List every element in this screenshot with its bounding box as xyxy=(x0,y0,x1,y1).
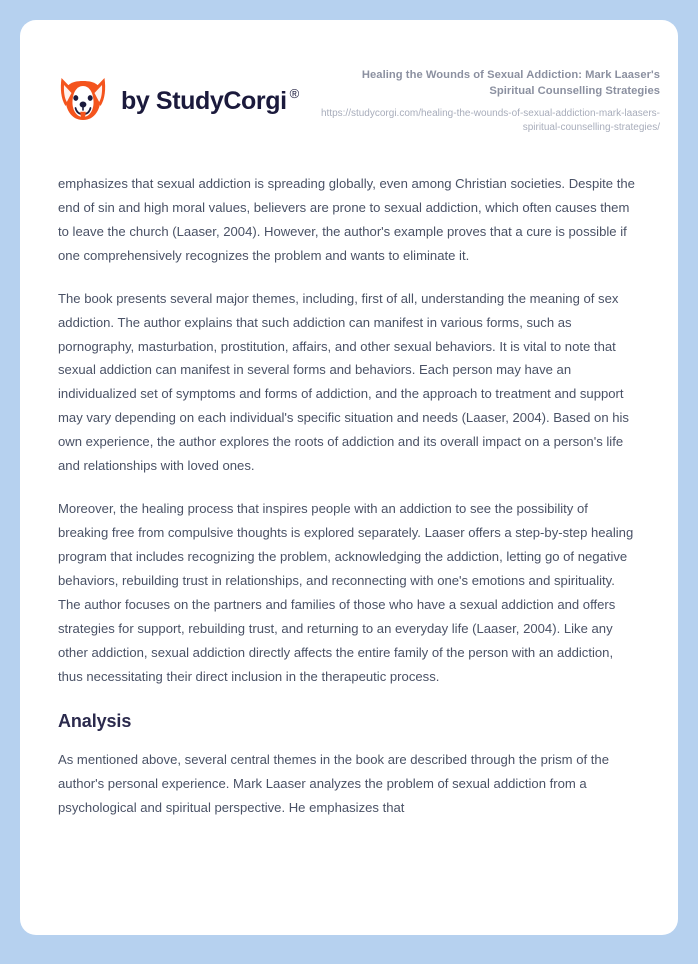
header-document-meta xyxy=(315,63,660,136)
section-heading-analysis: Analysis xyxy=(58,710,132,731)
body-paragraph: As mentioned above, several central themes in the book are described through the prism of the author's personal experience. Mark Laaser analyzes the problem of sexual addiction from a psychological and spiritual perspective. He emphasizes that xyxy=(58,751,609,815)
document-page-card xyxy=(20,20,678,935)
document-body xyxy=(20,136,678,820)
body-paragraph: The book presents several major themes, including, first of all, understanding the meaning of sex addiction. The author explains that such addiction can manifest in various forms, such as pornography, masturbation, prostitution, affairs, and other sexual behaviors. It is vital to note that sexual addiction can manifest in several forms and behaviors. Each person may have an individualized set of symptoms and forms of addiction, and the approach to treatment and support may vary depending on each individual's specific situation and needs (Laaser, 2004). Based on his own experience, the author explores the roots of addiction and its overall impact on a person's life and relationships with loved ones. xyxy=(58,290,629,474)
body-paragraph: emphasizes that sexual addiction is spreading globally, even among Christian societies. Despite the end of sin and high moral values, believers are prone to sexual addiction, which often causes them to leave the church (Laaser, 2004). However, the author's example proves that a cure is possible if one comprehensively recognizes the problem and wants to eliminate it. xyxy=(58,175,635,263)
brand-wordmark xyxy=(121,85,299,115)
brand-logo-group[interactable] xyxy=(58,63,299,127)
brand-name-text: by StudyCorgi xyxy=(121,86,287,115)
registered-trademark-icon: ® xyxy=(289,85,299,101)
body-paragraph: Moreover, the healing process that inspires people with an addiction to see the possibility of breaking free from compulsive thoughts is explored separately. Laaser offers a step-by-step healing program that includes recognizing the problem, acknowledging the addiction, letting go of negative behaviors, rebuilding trust in relationships, and reconnecting with one's emotions and spirituality. The author focuses on the partners and families of those who have a sexual addiction and offers strategies for support, rebuilding trust, and returning to an everyday life (Laaser, 2004). Like any other addiction, sexual addiction directly affects the entire family of the person with an addiction, thus necessitating their direct inclusion in the therapeutic process. xyxy=(58,501,634,684)
corgi-logo-icon xyxy=(58,75,108,127)
document-url-link[interactable]: https://studycorgi.com/healing-the-wounds-of-sexual-addiction-mark-laasers-spiritual-counselling-strategies/ xyxy=(320,107,660,134)
document-header xyxy=(20,20,678,136)
document-title: Healing the Wounds of Sexual Addiction: Mark Laaser's Spiritual Counselling Strategies xyxy=(361,69,660,97)
